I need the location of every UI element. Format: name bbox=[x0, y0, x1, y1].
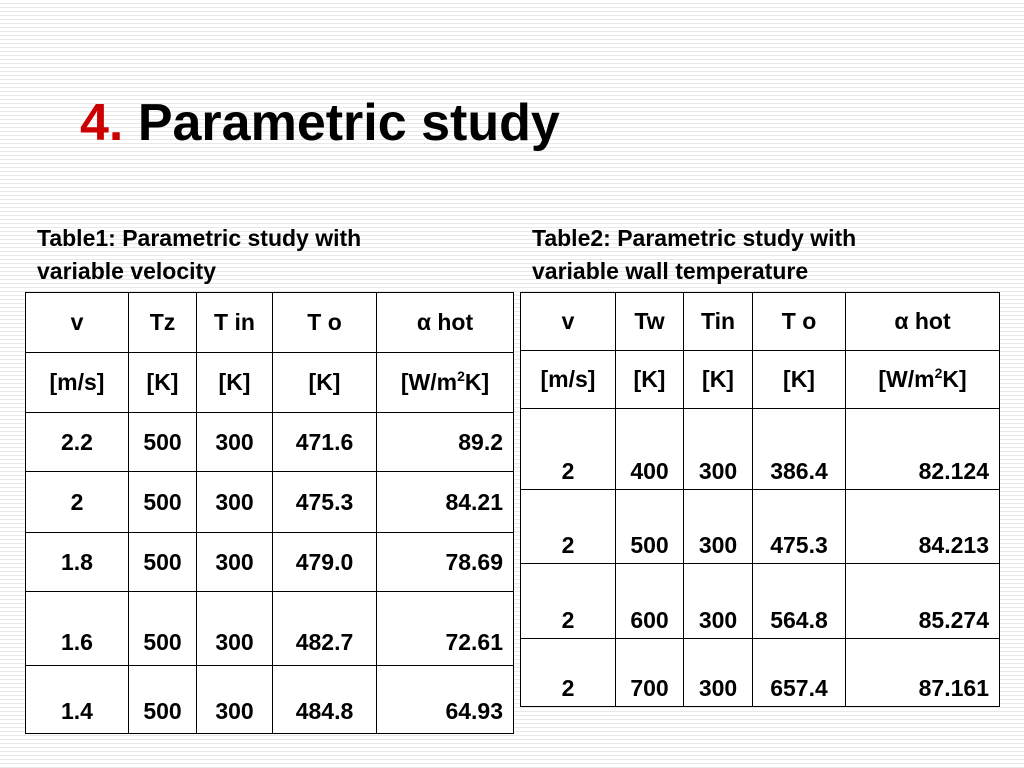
table-row bbox=[26, 592, 514, 666]
table1-caption-line1: Table1: Parametric study with bbox=[37, 225, 362, 251]
header-cell: Tz bbox=[129, 293, 197, 353]
unit-cell: [K] bbox=[197, 353, 273, 413]
header-row bbox=[521, 293, 1000, 351]
unit-suffix: K] bbox=[464, 369, 490, 395]
table-cell: 300 bbox=[197, 472, 273, 533]
table-cell: 2 bbox=[26, 472, 129, 533]
table-cell: 700 bbox=[616, 639, 684, 707]
unit-suffix: K] bbox=[942, 366, 967, 392]
header-cell: T o bbox=[273, 293, 377, 353]
table-cell: 300 bbox=[197, 413, 273, 472]
table-cell: 300 bbox=[684, 409, 753, 490]
table-cell: 84.213 bbox=[846, 490, 1000, 564]
table-cell: 2 bbox=[521, 409, 616, 490]
table-cell: 85.274 bbox=[846, 564, 1000, 639]
unit-cell: [m/s] bbox=[26, 353, 129, 413]
table-cell: 300 bbox=[684, 639, 753, 707]
unit-cell bbox=[846, 351, 1000, 409]
header-cell: Tin bbox=[684, 293, 753, 351]
header-cell: T in bbox=[197, 293, 273, 353]
unit-cell: [m/s] bbox=[521, 351, 616, 409]
table-cell: 657.4 bbox=[753, 639, 846, 707]
table-cell: 400 bbox=[616, 409, 684, 490]
table2-caption-line1: Table2: Parametric study with bbox=[532, 225, 857, 251]
table-cell: 475.3 bbox=[273, 472, 377, 533]
table-row bbox=[521, 409, 1000, 490]
table1-caption-line2: variable velocity bbox=[37, 258, 216, 284]
slide-title bbox=[80, 92, 560, 154]
table2-caption bbox=[532, 222, 856, 288]
table-cell: 471.6 bbox=[273, 413, 377, 472]
velocity-table bbox=[25, 292, 514, 734]
table-cell: 300 bbox=[197, 666, 273, 734]
table-cell: 479.0 bbox=[273, 533, 377, 592]
table-row bbox=[521, 639, 1000, 707]
table-cell: 300 bbox=[684, 564, 753, 639]
section-number: 4. bbox=[80, 94, 124, 152]
table-cell: 82.124 bbox=[846, 409, 1000, 490]
table-cell: 84.21 bbox=[377, 472, 514, 533]
unit-prefix: [W/m bbox=[878, 366, 935, 392]
hot-label: hot bbox=[914, 308, 951, 334]
table-cell: 484.8 bbox=[273, 666, 377, 734]
unit-superscript: 2 bbox=[934, 365, 943, 381]
table-cell: 72.61 bbox=[377, 592, 514, 666]
table-cell: 2 bbox=[521, 490, 616, 564]
unit-cell: [K] bbox=[129, 353, 197, 413]
units-row bbox=[521, 351, 1000, 409]
table-cell: 300 bbox=[197, 592, 273, 666]
table-cell: 300 bbox=[197, 533, 273, 592]
table-row bbox=[26, 533, 514, 592]
table-cell: 2 bbox=[521, 564, 616, 639]
table-row bbox=[521, 564, 1000, 639]
unit-superscript: 2 bbox=[457, 368, 465, 384]
header-cell bbox=[846, 293, 1000, 351]
units-row bbox=[26, 353, 514, 413]
table-cell: 500 bbox=[129, 533, 197, 592]
table-cell: 78.69 bbox=[377, 533, 514, 592]
table-cell: 500 bbox=[129, 666, 197, 734]
unit-cell: [K] bbox=[684, 351, 753, 409]
table-cell: 475.3 bbox=[753, 490, 846, 564]
unit-prefix: [W/m bbox=[400, 369, 458, 395]
table-cell: 482.7 bbox=[273, 592, 377, 666]
header-cell: v bbox=[521, 293, 616, 351]
unit-cell bbox=[377, 353, 514, 413]
alpha-symbol: α bbox=[894, 308, 909, 334]
table-row bbox=[26, 413, 514, 472]
unit-cell: [K] bbox=[616, 351, 684, 409]
title-text: Parametric study bbox=[137, 94, 560, 152]
table-row bbox=[26, 472, 514, 533]
table-cell: 87.161 bbox=[846, 639, 1000, 707]
table-row bbox=[521, 490, 1000, 564]
table-cell: 64.93 bbox=[377, 666, 514, 734]
header-cell: T o bbox=[753, 293, 846, 351]
alpha-symbol: α bbox=[416, 309, 431, 335]
table-cell: 500 bbox=[129, 592, 197, 666]
hot-label: hot bbox=[437, 309, 474, 335]
header-row bbox=[26, 293, 514, 353]
table-cell: 2.2 bbox=[26, 413, 129, 472]
table-cell: 1.4 bbox=[26, 666, 129, 734]
table-row bbox=[26, 666, 514, 734]
table-cell: 300 bbox=[684, 490, 753, 564]
table-cell: 386.4 bbox=[753, 409, 846, 490]
table-cell: 1.8 bbox=[26, 533, 129, 592]
table-cell: 500 bbox=[616, 490, 684, 564]
table1-caption bbox=[37, 222, 361, 288]
unit-cell: [K] bbox=[753, 351, 846, 409]
header-cell bbox=[377, 293, 514, 353]
table-cell: 1.6 bbox=[26, 592, 129, 666]
table-cell: 500 bbox=[129, 472, 197, 533]
header-cell: v bbox=[26, 293, 129, 353]
table2-caption-line2: variable wall temperature bbox=[532, 258, 809, 284]
table-cell: 564.8 bbox=[753, 564, 846, 639]
table-cell: 2 bbox=[521, 639, 616, 707]
table-cell: 600 bbox=[616, 564, 684, 639]
table-cell: 500 bbox=[129, 413, 197, 472]
header-cell: Tw bbox=[616, 293, 684, 351]
wall-temperature-table bbox=[520, 292, 1000, 707]
unit-cell: [K] bbox=[273, 353, 377, 413]
table-cell: 89.2 bbox=[377, 413, 514, 472]
